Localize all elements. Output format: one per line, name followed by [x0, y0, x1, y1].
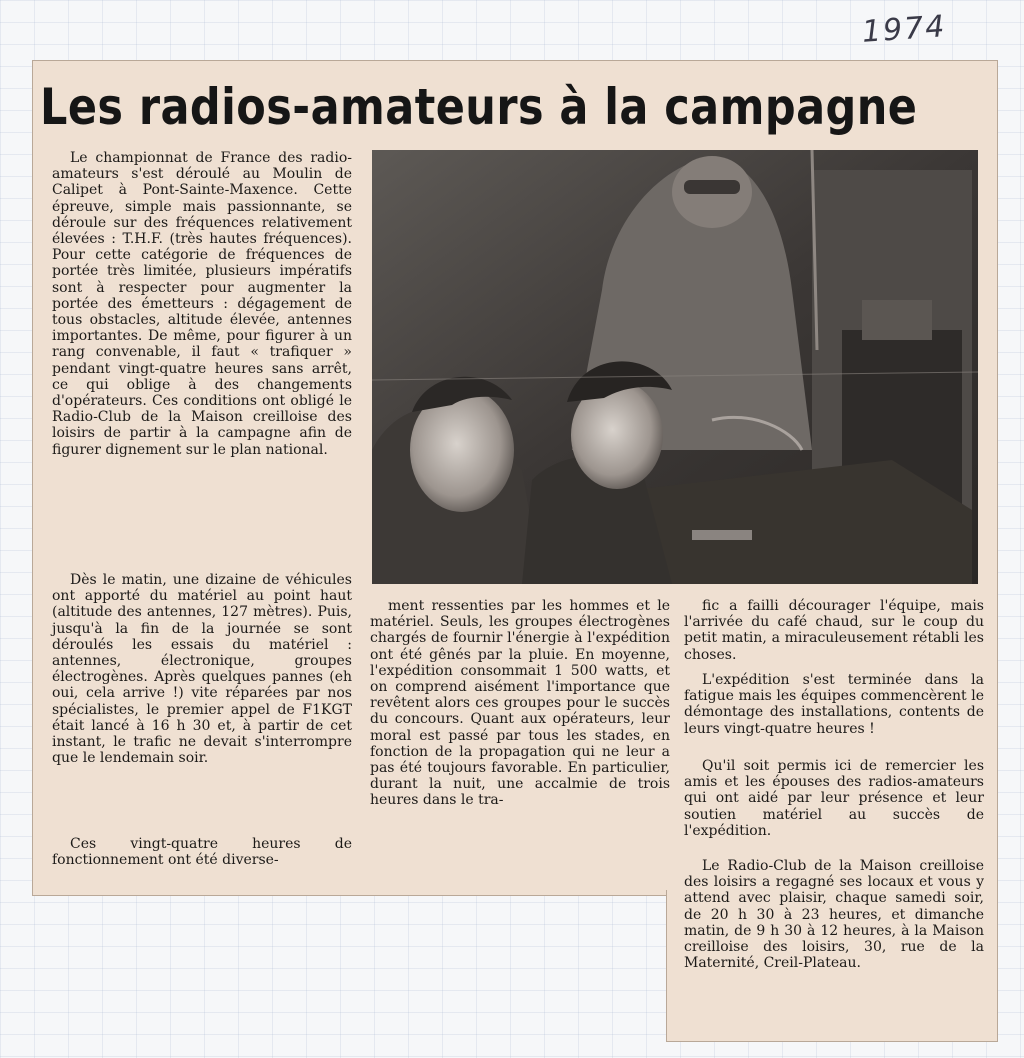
article-headline: Les radios-amateurs à la campagne — [40, 78, 918, 136]
handwritten-year: 1974 — [860, 9, 948, 50]
col1-paragraph-3: Ces vingt-quatre heures de fonctionnement ont été diverse- — [52, 836, 352, 869]
photo-radio-operators — [372, 150, 978, 584]
article-photo — [372, 150, 978, 584]
col3-paragraph-3: Qu'il soit permis ici de remercier les amis et les épouses des radios-amateurs qui ont aidé par leur présence et leur soutien matériel au succès de l'expédition. — [684, 758, 984, 839]
col3-paragraph-2: L'expédition s'est terminée dans la fatigue mais les équipes commencèrent le démontage des installations, contents de leurs vingt-quatre heures ! — [684, 672, 984, 737]
col1-paragraph-1: Le championnat de France des radio-amateurs s'est déroulé au Moulin de Calipet à Pont-Sainte-Maxence. Cette épreuve, simple mais passionnante, se déroule sur des fréquences relativement élevées : T.H.F. (très hautes fréquences). Pour cette catégorie de fréquences de portée très limitée, plusieurs impératifs sont à respecter pour augmenter la portée des émetteurs : dégagement de tous obstacles, altitude élevée, antennes importantes. De même, pour figurer à un rang convenable, il faut « trafiquer » pendant vingt-quatre heures sans arrêt, ce qui oblige à des changements d'opérateurs. Ces conditions ont obligé le Radio-Club de la Maison creilloise des loisirs de partir à la campagne afin de figurer dignement sur le plan national. — [52, 150, 352, 458]
col1-paragraph-2: Dès le matin, une dizaine de véhicules ont apporté du matériel au point haut (altitude des antennes, 127 mètres). Puis, jusqu'à la fin de la journée se sont déroulés les essais du matériel : antennes, électronique, groupes électrogènes. Après quelques pannes (eh oui, cela arrive !) vite réparées par nos spécialistes, le premier appel de F1KGT était lancé à 16 h 30 et, à partir de cet instant, le trafic ne devait s'interrompre que le lendemain soir. — [52, 572, 352, 767]
col3-paragraph-1: fic a failli décourager l'équipe, mais l'arrivée du café chaud, sur le coup du petit matin, a miraculeusement rétabli les choses. — [684, 598, 984, 663]
col3-paragraph-4: Le Radio-Club de la Maison creilloise des loisirs a regagné ses locaux et vous y attend avec plaisir, chaque samedi soir, de 20 h 30 à 23 heures, et dimanche matin, de 9 h 30 à 12 heures, à la Maison creilloise des loisirs, 30, rue de la Maternité, Creil-Plateau. — [684, 858, 984, 972]
col2-paragraph-1: ment ressenties par les hommes et le matériel. Seuls, les groupes électrogènes chargés de fournir l'énergie à l'expédition ont été gênés par la pluie. En moyenne, l'expédition consommait 1 500 watts, et on comprend aisément l'importance que revêtent alors ces groupes pour le succès du concours. Quant aux opérateurs, leur moral est passé par tous les stades, en fonction de la propagation qui ne leur a pas été toujours favorable. En particulier, durant la nuit, une accalmie de trois heures dans le tra- — [370, 598, 670, 809]
